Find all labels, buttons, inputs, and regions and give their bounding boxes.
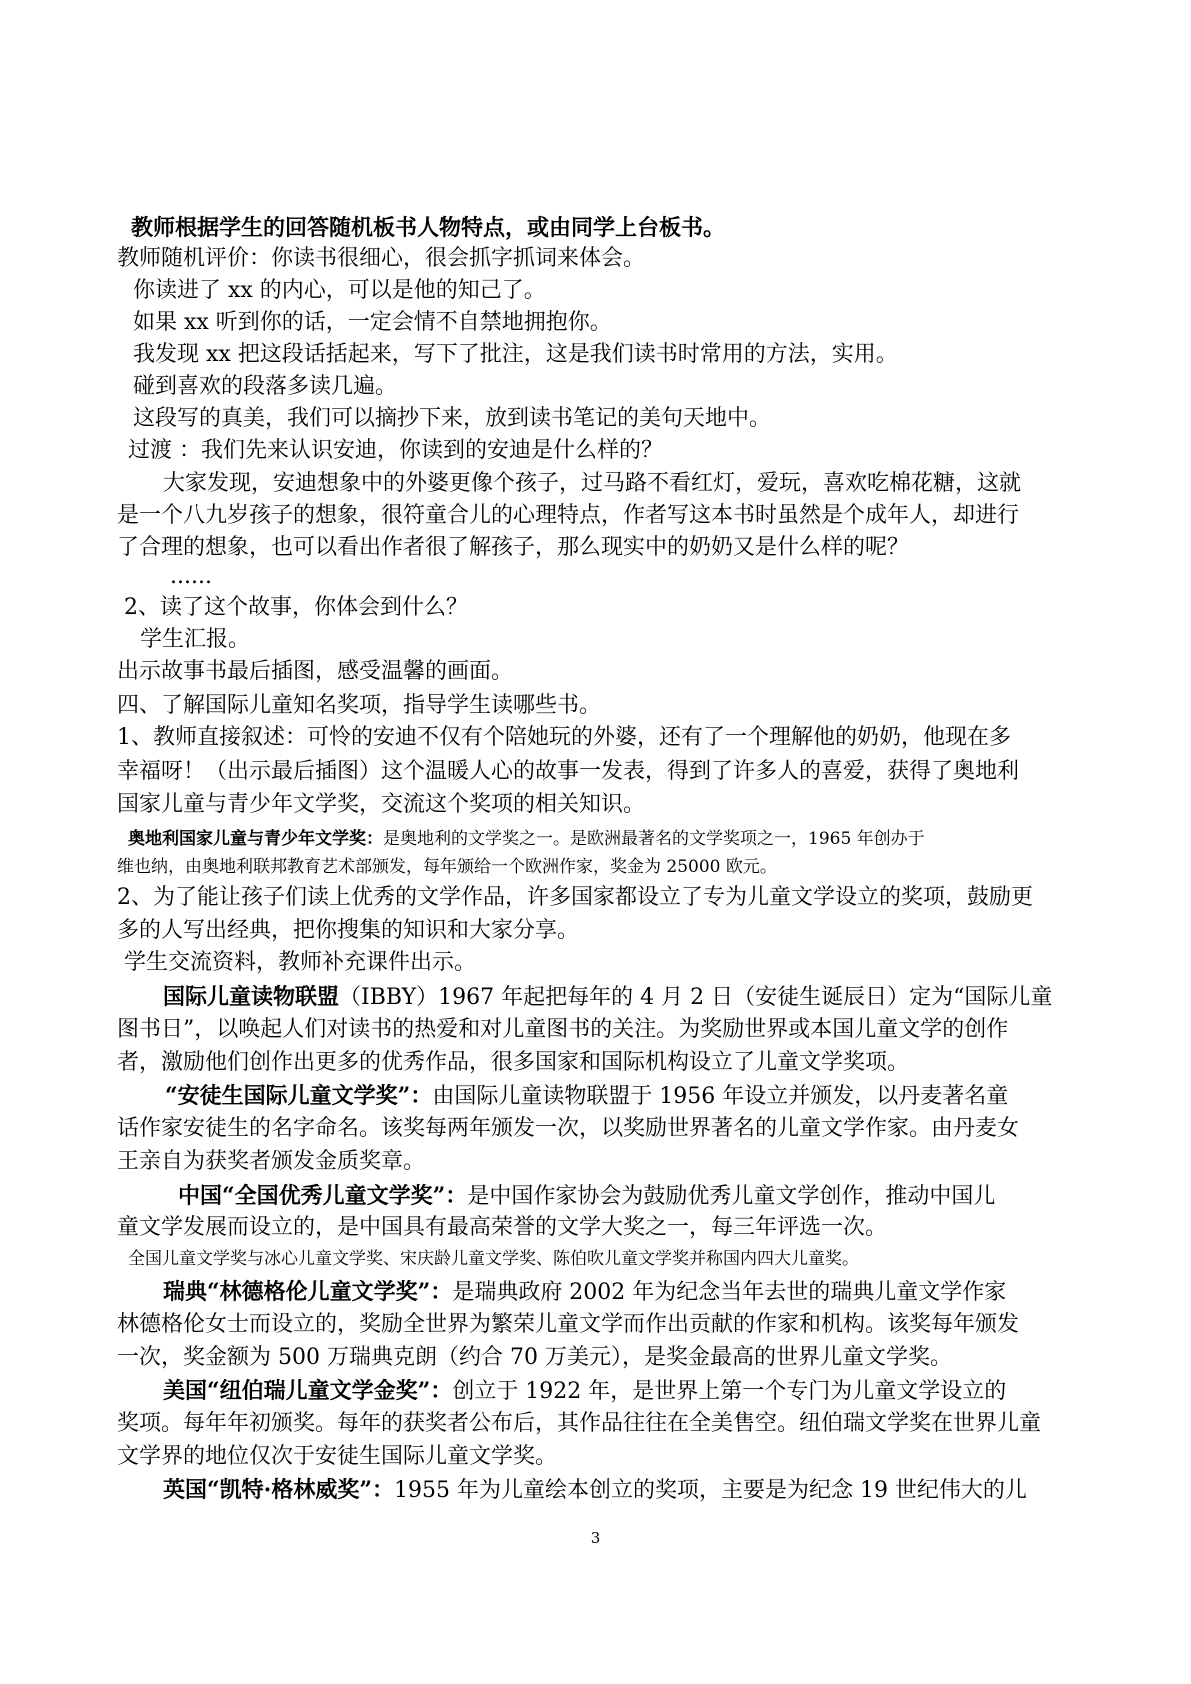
text-segment: 林德格伦女士而设立的，奖励全世界为繁荣儿童文学而作出贡献的作家和机构。该奖每年颁发: [117, 1312, 1020, 1337]
text-segment: 1955 年为儿童绘本创立的奖项，主要是为纪念 19 世纪伟大的儿: [393, 1478, 1027, 1503]
text-line: [117, 244, 645, 274]
text-line: [117, 1310, 1019, 1340]
text-segment: 多的人写出经典，把你搜集的知识和大家分享。: [117, 918, 580, 943]
text-segment: 学生交流资料，教师补充课件出示。: [124, 950, 477, 975]
text-line: [117, 916, 579, 946]
bold-text-segment: 美国“纽伯瑞儿童文学金奖”：: [163, 1378, 453, 1404]
text-segment: 童文学发展而设立的，是中国具有最高荣誉的文学大奖之一，每三年评选一次。: [117, 1215, 888, 1240]
text-segment: 图书日”，以唤起人们对读书的热爱和对儿童图书的关注。为奖励世界或本国儿童文学的创作: [117, 1017, 1009, 1042]
text-segment: 1、教师直接叙述：可怜的安迪不仅有个陪她玩的外婆，还有了一个理解他的奶奶，他现在多: [117, 725, 1012, 750]
text-segment: ......: [170, 564, 212, 589]
text-line: [140, 625, 250, 655]
text-segment: 国家儿童与青少年文学奖，交流这个奖项的相关知识。: [117, 792, 646, 817]
bold-text-segment: 瑞典“林德格伦儿童文学奖”：: [163, 1279, 453, 1305]
text-segment: 过渡 ：我们先来认识安迪，你读到的安迪是什么样的？: [128, 438, 663, 463]
text-segment: 是一个八九岁孩子的想象，很符童合儿的心理特点，作者写这本书时虽然是个成年人，却进行: [117, 503, 1020, 528]
text-segment: 2、为了能让孩子们读上优秀的文学作品，许多国家都设立了专为儿童文学设立的奖项，鼓励更: [117, 885, 1034, 910]
text-line: [163, 1475, 1027, 1506]
text-segment: 维也纳，由奥地利联邦教育艺术部颁发，每年颁给一个欧洲作家，奖金为 25000 欧元。: [117, 857, 777, 877]
text-segment: 创立于 1922 年，是世界上第一个专门为儿童文学设立的: [452, 1379, 1007, 1404]
text-line: [117, 757, 1019, 787]
text-line: [117, 1213, 887, 1243]
text-line: [133, 276, 546, 306]
text-line: [128, 1246, 859, 1272]
text-line: [117, 691, 601, 721]
text-segment: 学生汇报。: [140, 627, 251, 652]
text-line: [124, 593, 468, 623]
text-segment: 教师随机评价：你读书很细心，很会抓字抓词来体会。: [117, 246, 646, 271]
bold-text-segment: 国际儿童读物联盟: [163, 984, 340, 1010]
bold-text-segment: 教师根据学生的回答随机板书人物特点，或由同学上台板书。: [131, 215, 726, 241]
text-segment: 由国际儿童读物联盟于 1956 年设立并颁发，以丹麦著名童: [432, 1084, 1009, 1109]
text-line: [133, 340, 898, 370]
text-segment: 大家发现，安迪想象中的外婆更像个孩子，过马路不看红灯，爱玩，喜欢吃棉花糖，这就: [163, 471, 1022, 496]
text-line: [117, 1147, 425, 1177]
text-line: [124, 948, 476, 978]
text-line: [117, 1048, 909, 1078]
bold-text-segment: 奥地利国家儿童与青少年文学奖：: [128, 829, 383, 849]
text-line: [163, 1376, 1006, 1407]
text-segment: 幸福呀！（出示最后插图）这个温暖人心的故事一发表，得到了许多人的喜爱，获得了奥地利: [117, 759, 1020, 784]
text-segment: 奖项。每年年初颁奖。每年的获奖者公布后，其作品往往在全美售空。纽伯瑞文学奖在世界儿童: [117, 1411, 1042, 1436]
text-line: [117, 1343, 952, 1373]
text-line: [117, 854, 777, 880]
text-segment: 话作家安徒生的名字命名。该奖每两年颁发一次，以奖励世界著名的儿童文学作家。由丹麦女: [117, 1116, 1020, 1141]
text-segment: 2、读了这个故事，你体会到什么？: [124, 595, 468, 620]
text-segment: 王亲自为获奖者颁发金质奖章。: [117, 1149, 426, 1174]
text-line: [133, 372, 397, 402]
text-segment: 这段写的真美，我们可以摘抄下来，放到读书笔记的美句天地中。: [133, 406, 772, 431]
text-segment: 碰到喜欢的段落多读几遍。: [133, 374, 398, 399]
text-segment: 是中国作家协会为鼓励优秀儿童文学创作，推动中国儿: [467, 1184, 996, 1209]
bold-text-segment: “安徒生国际儿童文学奖”：: [165, 1083, 433, 1109]
text-line: [117, 1409, 1041, 1439]
text-line: [165, 1081, 1008, 1112]
text-line: [170, 562, 212, 592]
text-segment: 文学界的地位仅次于安徒生国际儿童文学奖。: [117, 1444, 558, 1469]
text-segment: 如果 xx 听到你的话，一定会情不自禁地拥抱你。: [133, 310, 612, 335]
text-segment: 你读进了 xx 的内心，可以是他的知己了。: [133, 278, 546, 303]
text-segment: 全国儿童文学奖与冰心儿童文学奖、宋庆龄儿童文学奖、陈伯吹儿童文学奖并称国内四大儿童奖。: [128, 1249, 859, 1269]
bold-text-segment: 英国“凯特·格林威奖”：: [163, 1477, 394, 1503]
text-line: [117, 657, 513, 687]
text-line: [117, 1114, 1019, 1144]
text-line: [131, 213, 725, 244]
text-segment: 者，激励他们创作出更多的优秀作品，很多国家和国际机构设立了儿童文学奖项。: [117, 1050, 910, 1075]
text-line: [133, 404, 771, 434]
text-segment: 一次，奖金额为 500 万瑞典克朗（约合 70 万美元），是奖金最高的世界儿童文学奖。: [117, 1345, 952, 1370]
text-line: [117, 533, 909, 563]
text-segment: 我发现 xx 把这段话括起来，写下了批注，这是我们读书时常用的方法，实用。: [133, 342, 898, 367]
page-number: 3: [590, 1529, 601, 1547]
text-line: [163, 469, 1021, 499]
text-line: [163, 982, 1052, 1013]
text-segment: 是奥地利的文学奖之一。是欧洲最著名的文学奖项之一，1965 年创办于: [383, 829, 925, 849]
text-segment: 是瑞典政府 2002 年为纪念当年去世的瑞典儿童文学作家: [452, 1280, 1007, 1305]
text-segment: 出示故事书最后插图，感受温馨的画面。: [117, 659, 514, 684]
text-segment: 四、了解国际儿童知名奖项，指导学生读哪些书。: [117, 693, 602, 718]
text-line: [178, 1181, 995, 1212]
text-segment: （IBBY）1967 年起把每年的 4 月 2 日（安徒生诞辰日）定为“国际儿童: [339, 985, 1053, 1010]
text-line: [117, 1442, 557, 1472]
text-line: [163, 1277, 1006, 1308]
text-line: [133, 308, 612, 338]
text-line: [128, 826, 925, 852]
text-line: [117, 790, 645, 820]
text-line: [117, 883, 1033, 913]
text-line: [117, 723, 1011, 753]
text-segment: 了合理的想象，也可以看出作者很了解孩子，那么现实中的奶奶又是什么样的呢？: [117, 535, 910, 560]
text-line: [128, 436, 663, 466]
bold-text-segment: 中国“全国优秀儿童文学奖”：: [178, 1183, 468, 1209]
text-line: [117, 1015, 1008, 1045]
text-line: [117, 501, 1019, 531]
